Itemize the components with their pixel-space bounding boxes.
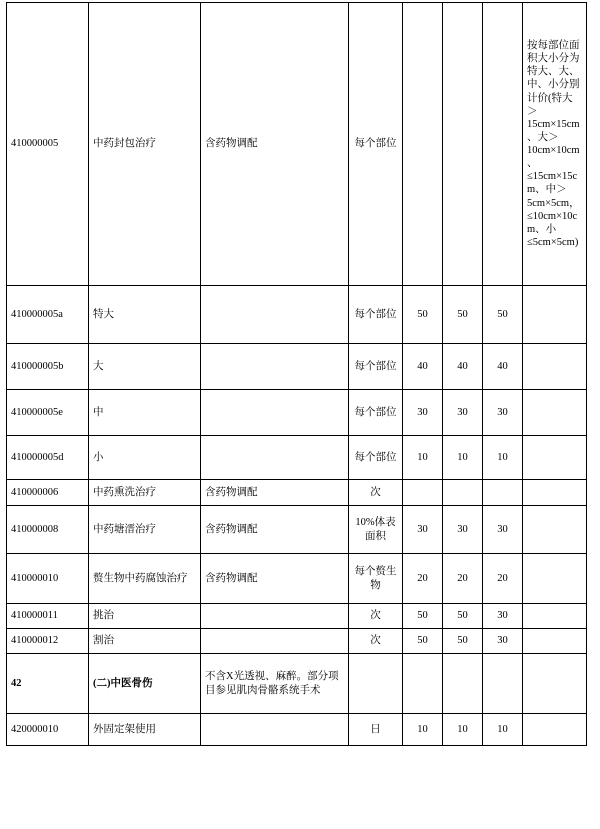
cell-price-1: 10 [403,436,443,480]
cell-price-1: 40 [403,344,443,390]
cell-name: 赘生物中药腐蚀治疗 [89,554,201,604]
cell-unit: 每个部位 [349,390,403,436]
cell-name: 外固定架使用 [89,714,201,746]
cell-price-2: 10 [443,436,483,480]
cell-unit: 次 [349,629,403,654]
cell-unit: 每个赘生物 [349,554,403,604]
cell-price-3: 10 [483,714,523,746]
cell-code: 410000005e [7,390,89,436]
cell-price-3: 30 [483,506,523,554]
table-row [7,629,587,654]
table-row [7,604,587,629]
cell-unit: 每个部位 [349,286,403,344]
table-row [7,480,587,506]
cell-code: 42 [7,654,89,714]
price-table [6,2,587,746]
cell-desc [201,629,349,654]
table-row [7,506,587,554]
cell-price-2: 30 [443,390,483,436]
cell-price-3 [483,3,523,286]
cell-note [523,480,587,506]
cell-unit [349,654,403,714]
cell-desc [201,344,349,390]
cell-price-1: 30 [403,506,443,554]
cell-desc [201,714,349,746]
cell-desc: 不含X光透视、麻醉。部分项目参见肌肉骨骼系统手术 [201,654,349,714]
cell-price-3 [483,654,523,714]
cell-desc [201,390,349,436]
cell-desc: 含药物调配 [201,506,349,554]
table-row [7,390,587,436]
table-row-section-header [7,654,587,714]
cell-price-1 [403,3,443,286]
cell-price-2: 50 [443,604,483,629]
cell-price-3: 40 [483,344,523,390]
cell-price-2: 10 [443,714,483,746]
cell-note [523,554,587,604]
cell-desc [201,286,349,344]
cell-desc [201,604,349,629]
cell-price-3: 30 [483,629,523,654]
cell-code: 410000006 [7,480,89,506]
cell-name: (二)中医骨伤 [89,654,201,714]
cell-code: 410000005d [7,436,89,480]
cell-price-1: 30 [403,390,443,436]
cell-price-2: 50 [443,629,483,654]
cell-price-1: 50 [403,604,443,629]
cell-code: 410000005 [7,3,89,286]
cell-code: 410000005a [7,286,89,344]
cell-name: 特大 [89,286,201,344]
cell-code: 410000010 [7,554,89,604]
cell-price-3 [483,480,523,506]
cell-price-1 [403,480,443,506]
cell-price-2: 40 [443,344,483,390]
cell-price-2 [443,480,483,506]
cell-price-1: 50 [403,629,443,654]
cell-note [523,390,587,436]
cell-price-2 [443,654,483,714]
cell-unit: 10%体表面积 [349,506,403,554]
cell-unit: 每个部位 [349,344,403,390]
table-row [7,286,587,344]
table-row [7,714,587,746]
cell-note [523,604,587,629]
cell-name: 中药塘溍治疗 [89,506,201,554]
cell-price-3: 30 [483,604,523,629]
cell-desc: 含药物调配 [201,554,349,604]
cell-name: 割治 [89,629,201,654]
cell-name: 大 [89,344,201,390]
cell-price-3: 10 [483,436,523,480]
cell-name: 中药封包治疗 [89,3,201,286]
cell-price-3: 50 [483,286,523,344]
cell-price-1 [403,654,443,714]
cell-code: 410000005b [7,344,89,390]
cell-desc [201,436,349,480]
cell-price-1: 20 [403,554,443,604]
cell-desc: 含药物调配 [201,3,349,286]
cell-code: 410000012 [7,629,89,654]
cell-desc: 含药物调配 [201,480,349,506]
cell-code: 410000008 [7,506,89,554]
cell-name: 小 [89,436,201,480]
cell-price-2: 30 [443,506,483,554]
cell-unit: 每个部位 [349,436,403,480]
cell-note [523,506,587,554]
cell-note [523,654,587,714]
document-page [0,2,600,829]
cell-unit: 日 [349,714,403,746]
cell-code: 410000011 [7,604,89,629]
cell-price-3: 30 [483,390,523,436]
cell-note [523,629,587,654]
cell-name: 中药熏洗治疗 [89,480,201,506]
cell-unit: 次 [349,604,403,629]
cell-price-2: 50 [443,286,483,344]
cell-price-1: 10 [403,714,443,746]
cell-code: 420000010 [7,714,89,746]
cell-note: 按每部位面积大小分为特大、大、中、小分别计价(特大＞15cm×15cm、大＞10cm×10cm、≤15cm×15cm、中＞5cm×5cm，≤10cm×10cm、小≤5cm×5cm) [523,3,587,286]
cell-price-3: 20 [483,554,523,604]
cell-price-2: 20 [443,554,483,604]
cell-price-2 [443,3,483,286]
table-row [7,3,587,286]
cell-name: 中 [89,390,201,436]
cell-note [523,714,587,746]
cell-unit: 次 [349,480,403,506]
cell-note [523,344,587,390]
table-row [7,554,587,604]
cell-price-1: 50 [403,286,443,344]
cell-unit: 每个部位 [349,3,403,286]
cell-note [523,436,587,480]
cell-name: 挑治 [89,604,201,629]
table-row [7,436,587,480]
cell-note [523,286,587,344]
table-row [7,344,587,390]
table-body [7,3,587,746]
